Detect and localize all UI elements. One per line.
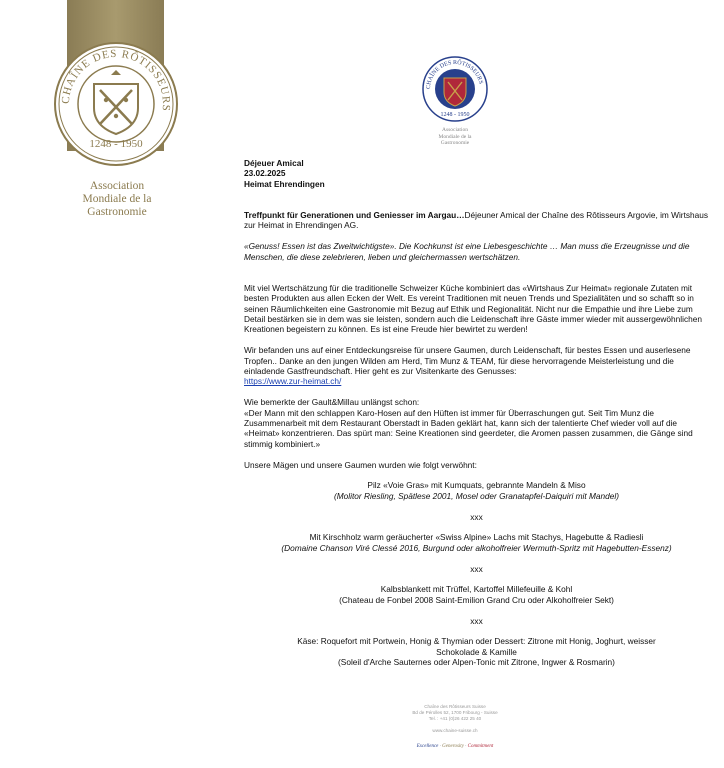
course-4-dish-line-1: Käse: Roquefort mit Portwein, Honig & Thymian oder Dessert: Zitrone mit Honig, Joghurt, weisser <box>297 636 656 647</box>
gaultmillau-intro: Wie bemerkte der Gault&Millau unlängst schon: <box>244 397 420 408</box>
footer-web: www.chaine-suisse.ch <box>432 728 478 733</box>
footer-address <box>380 704 530 734</box>
menu-separator-2: xxx <box>470 563 483 574</box>
course-3-wine: (Chateau de Fonbel 2008 Saint-Emilion Grand Cru oder Alkoholfreier Sekt) <box>339 594 614 605</box>
menu-course-3 <box>244 584 709 605</box>
course-3-dish: Kalbsblankett mit Trüffel, Kartoffel Millefeuille & Kohl <box>380 584 573 595</box>
seal-years: 1248 - 1950 <box>89 138 143 150</box>
association-title-small <box>420 127 490 147</box>
tagline-sep-2: · <box>465 744 467 749</box>
footer-address-line: Bd de Pérolles 52, 1700 Fribourg - Suisse <box>412 710 498 715</box>
course-1-dish: Pilz «Voie Gras» mit Kumquats, gebrannte Mandeln & Miso <box>367 480 586 491</box>
assoc-line-2: Mondiale de la <box>82 193 152 205</box>
assoc-small-line-2: Mondiale de la <box>438 133 472 140</box>
course-4-wine: (Soleil d'Arche Sauternes oder Alpen-Tonic mit Zitrone, Ingwer & Rosmarin) <box>338 657 615 668</box>
assoc-small-line-3: Gastronomie <box>440 140 470 146</box>
tagline-commitment: Commitment <box>467 744 494 749</box>
gaultmillau-paragraph <box>244 397 709 449</box>
course-1-wine: (Molitor Riesling, Spätlese 2001, Mosel oder Granatapfel-Daiquiri mit Mandel) <box>334 490 619 501</box>
menu-course-2 <box>244 532 709 553</box>
intro-bold: Treffpunkt für Generationen und Geniesser im Aargau… <box>244 210 465 220</box>
tagline-excellence: Excellence <box>416 744 439 749</box>
menu <box>244 480 709 667</box>
intro-paragraph <box>244 210 709 231</box>
tagline-generosity: Generosity <box>442 744 464 749</box>
footer-phone: Tel. : +41 (0)26 422 25 40 <box>428 716 482 721</box>
gaultmillau-quote: «Der Mann mit den schlappen Karo-Hosen auf den Hüften ist immer für Überraschungen gut. Seit Tim Munz die Zusammenarbeit mit dem Restaurant Oberstadt in Baden geklärt hat, kann sich der talentierte Chef wieder voll auf die «Heimat» konzentrieren. Das spürt man: Seine Kreationen sind geerdeter, die Aromen passen zusammen, die Gänge sind stimmig kombiniert.» <box>244 407 693 449</box>
paragraph-2-text: Wir befanden uns auf einer Entdeckungsreise für unsere Gaumen, durch Leidenschaft, für bestes Essen und auserlesene Tropfen.. Danke an den jungen Wilden am Herd, Tim Munz & TEAM, für diese hervorragende Meisterleistung und die einladende Gastfreundschaft. Hier geht es zur Visitenkarte des Genusses: <box>244 345 691 377</box>
chaine-seal-small-logo <box>422 56 488 122</box>
seal-ring-text: CHAÎNE DES RÔTISSEURS <box>59 47 173 113</box>
menu-separator-3: xxx <box>470 615 483 626</box>
event-header <box>244 158 709 189</box>
menu-course-4 <box>244 636 709 667</box>
course-4-dish-line-2: Schokolade & Kamille <box>436 646 517 657</box>
article-body <box>244 158 709 668</box>
website-link[interactable]: https://www.zur-heimat.ch/ <box>244 376 342 387</box>
quote-paragraph: «Genuss! Essen ist das Zweitwichtigste». Die Kochkunst ist eine Liebesgeschichte … Man muss die Erzeugnisse und die Menschen, die diese zelebrieren, lieben und gleichermassen wertschätzen. <box>244 241 690 262</box>
menu-course-1 <box>244 480 709 501</box>
paragraph-1: Mit viel Wertschätzung für die traditionelle Schweizer Küche kombiniert das «Wirtshaus Zur Heimat» regionale Zutaten mit besten Produkten aus allen Ecken der Welt. Es vereint Traditionen mit neuen Trends und Spezialitäten und so schafft so in seinen Räumlichkeiten eine Gastronomie mit Bezug auf Ethik und Regionalität. Nicht nur die Empathie und ihre Liebe zum Detail bestärken sie in dem was sie leisten, sondern auch die Leidenschaft ihre Gäste immer wieder mit aussergewöhnlichen Kreationen begeistern zu können. Es ist eine Freude hier bewirtet zu werden! <box>244 282 702 335</box>
assoc-line-1: Association <box>89 180 145 192</box>
footer-org: Chaîne des Rôtisseurs Suisse <box>424 704 486 709</box>
footer-tagline <box>380 744 530 749</box>
assoc-small-line-1: Association <box>442 127 468 133</box>
menu-intro: Unsere Mägen und unsere Gaumen wurden wie folgt verwöhnt: <box>244 459 477 470</box>
small-seal-years: 1248 - 1950 <box>440 112 470 118</box>
intro-rest: Déjeuner Amical der Chaîne des Rôtisseurs Argovie, im Wirtshaus zur Heimat in Ehrendingen AG. <box>244 210 709 231</box>
tagline-sep-1: · <box>439 744 441 749</box>
event-venue: Heimat Ehrendingen <box>244 178 325 189</box>
association-title <box>62 180 172 219</box>
course-2-dish: Mit Kirschholz warm geräucherter «Swiss Alpine» Lachs mit Stachys, Hagebutte & Radiesli <box>309 532 644 543</box>
course-2-wine: (Domaine Chanson Viré Clessé 2016, Burgund oder alkoholfreier Wermuth-Spritz mit Hagebutten-Essenz) <box>281 542 672 553</box>
event-date: 23.02.2025 <box>244 168 286 179</box>
chaine-seal-logo <box>54 42 178 166</box>
paragraph-2 <box>244 345 709 387</box>
menu-separator-1: xxx <box>470 511 483 522</box>
assoc-line-3: Gastronomie <box>87 206 147 218</box>
event-title: Déjeuer Amical <box>244 158 304 168</box>
small-seal-ring-text: CHAÎNE DES RÔTISSEURS <box>425 59 484 90</box>
